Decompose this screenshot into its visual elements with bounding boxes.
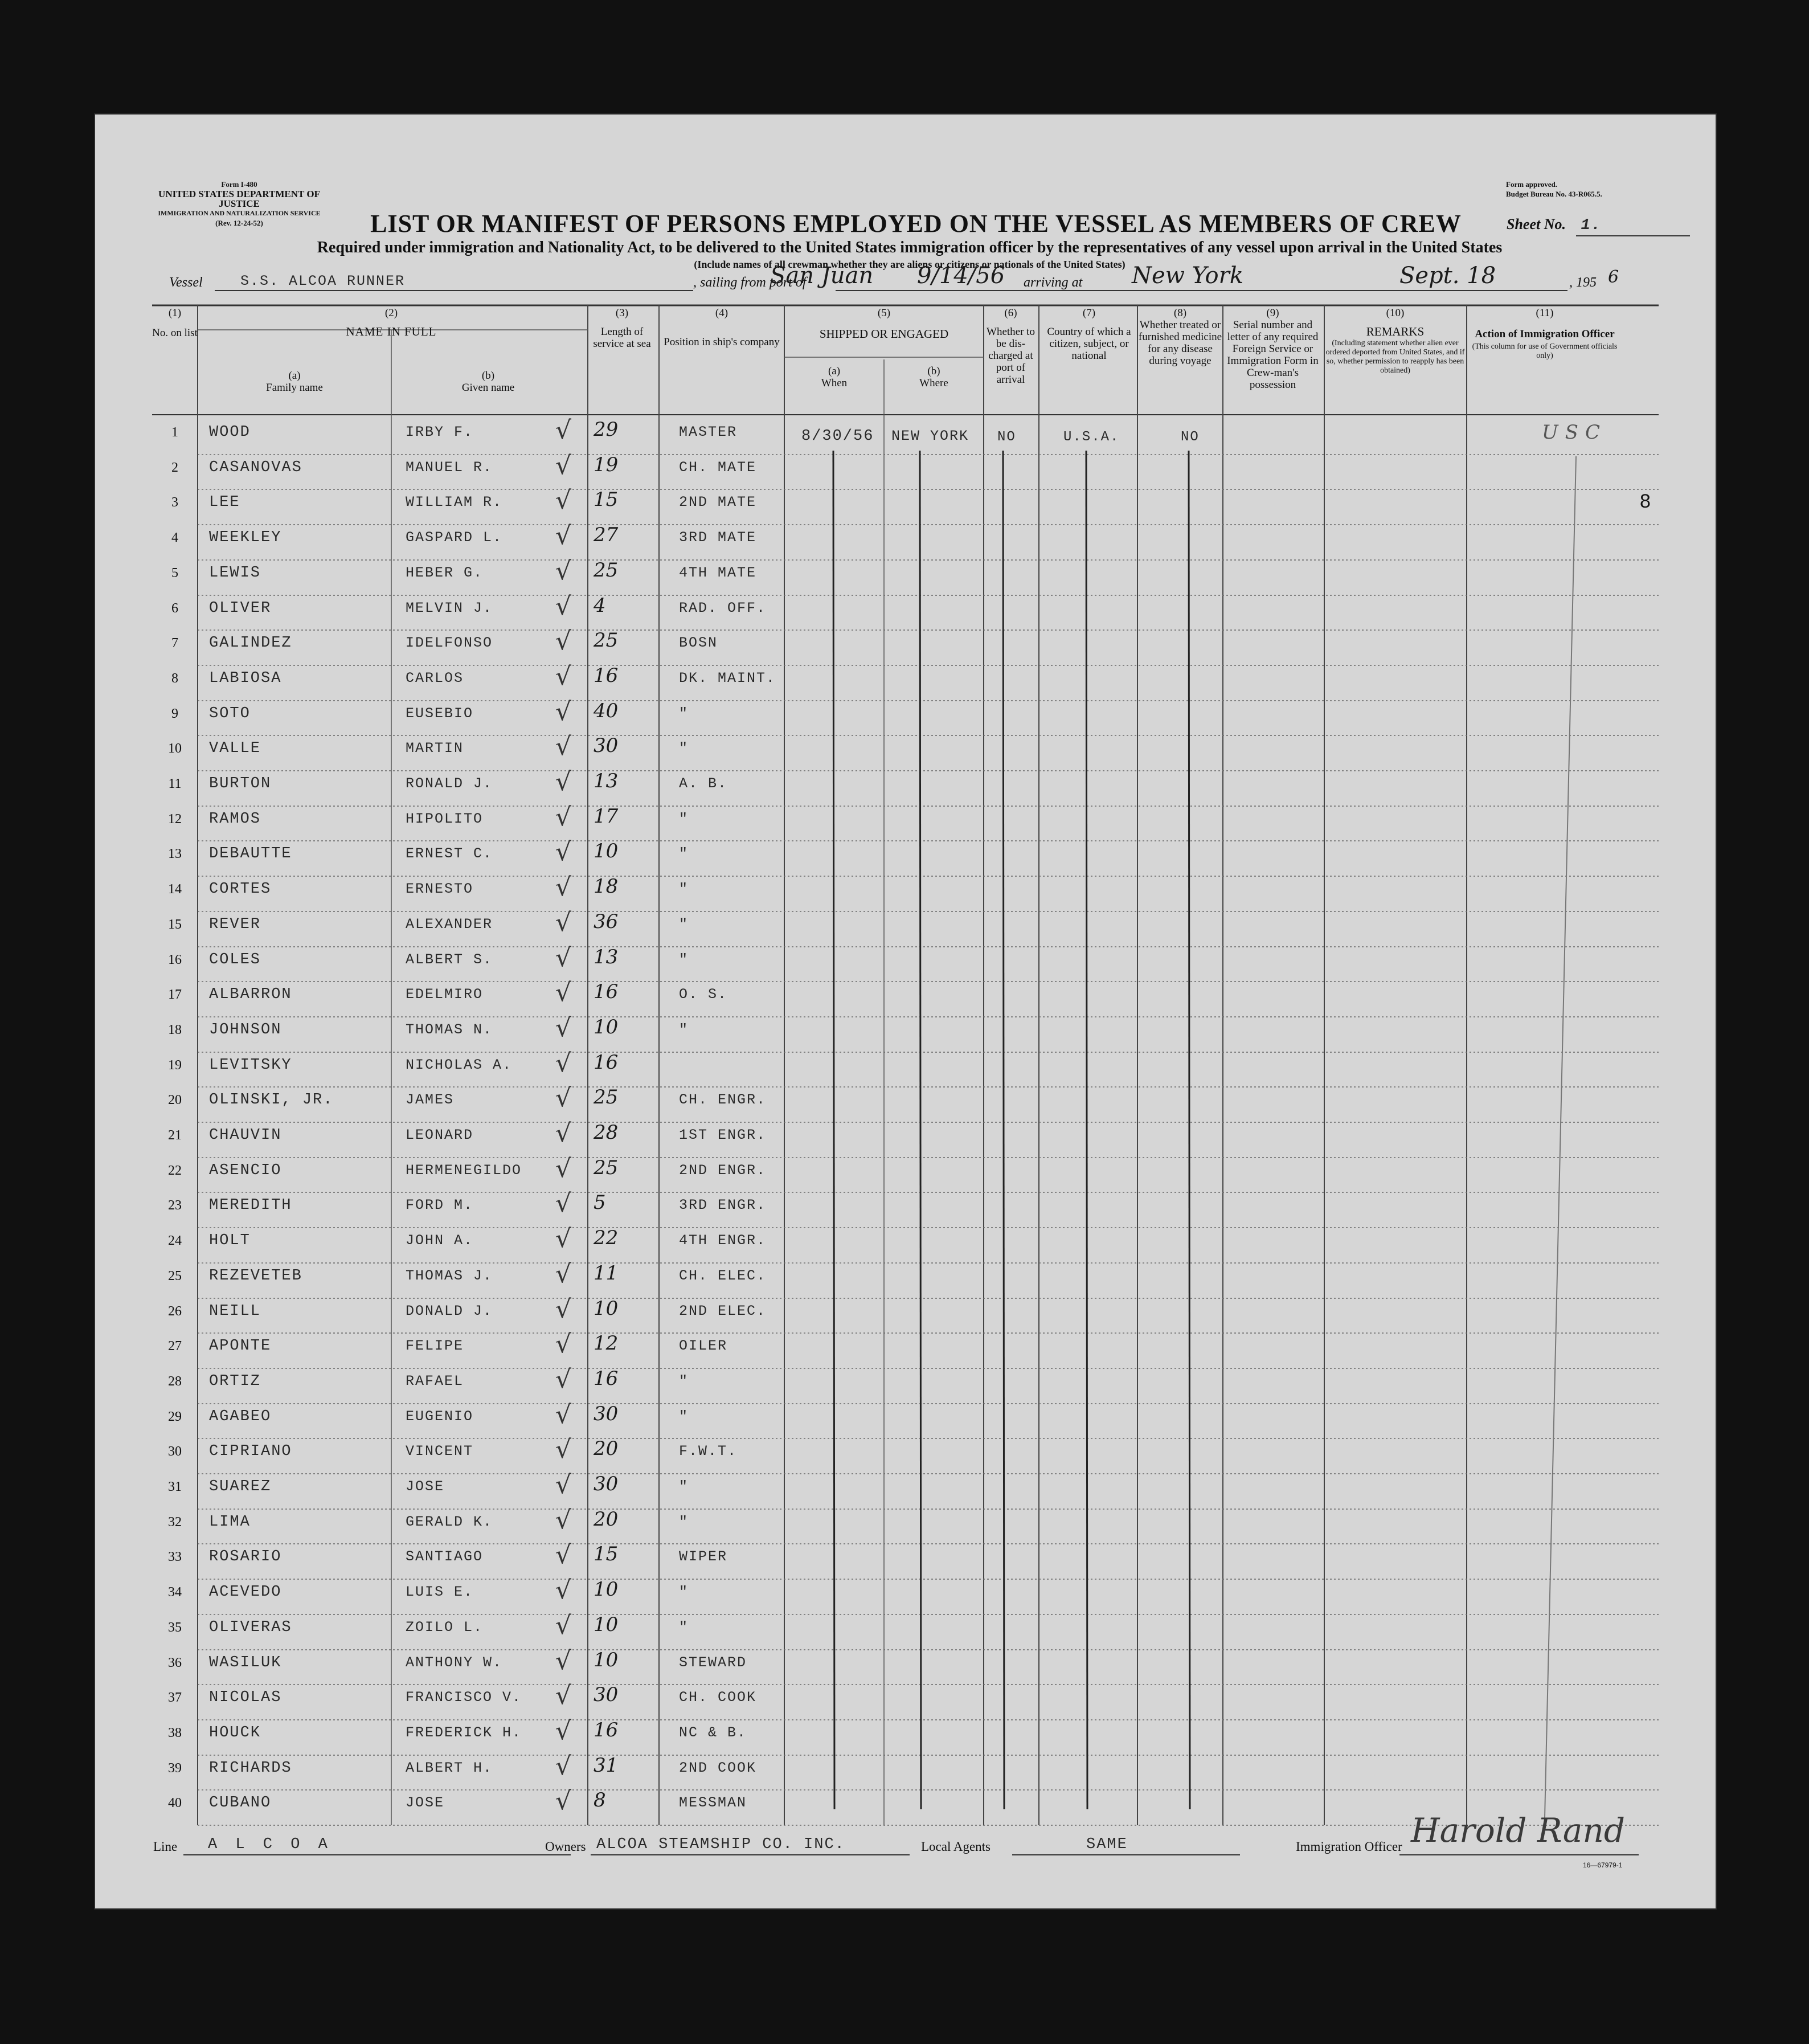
discharged-at-port: NO — [997, 430, 1016, 445]
footer-line — [95, 1811, 1716, 1869]
family-name: MEREDITH — [209, 1197, 292, 1214]
service-years: 10 — [594, 1578, 619, 1601]
row-number: 7 — [171, 636, 178, 651]
position: 2ND MATE — [679, 494, 757, 510]
family-name: LEVITSKY — [209, 1057, 292, 1074]
family-name: REVER — [209, 916, 261, 933]
check-mark-icon: √ — [555, 1540, 572, 1569]
col11-header: (11) Action of Immigration Officer (This column for use of Government officials only) — [1472, 307, 1618, 360]
service-years: 20 — [594, 1437, 619, 1460]
check-mark-icon: √ — [555, 978, 572, 1007]
position: 2ND ELEC. — [679, 1303, 767, 1319]
family-name: LEWIS — [209, 565, 261, 582]
col8-header: (8) Whether treated or furnished medicine for any disease during voyage — [1138, 307, 1222, 367]
position: " — [679, 916, 689, 933]
immigration-action: USC — [1542, 421, 1607, 444]
service-years: 25 — [594, 1156, 619, 1179]
position: RAD. OFF. — [679, 600, 767, 616]
family-name: CASANOVAS — [209, 459, 302, 476]
check-mark-icon: √ — [555, 592, 572, 621]
row-number: 36 — [168, 1655, 182, 1670]
row-number: 5 — [171, 566, 178, 581]
check-mark-icon: √ — [555, 1295, 572, 1324]
service-years: 29 — [594, 418, 619, 441]
given-name: IDELFONSO — [406, 635, 493, 651]
officer-label: Immigration Officer — [1296, 1839, 1402, 1854]
family-name: HOUCK — [209, 1724, 261, 1742]
service-years: 10 — [594, 1649, 619, 1671]
port-of-departure: San Juan — [770, 263, 874, 289]
service-years: 16 — [594, 1051, 619, 1074]
service-years: 36 — [594, 910, 619, 933]
given-name: CARLOS — [406, 670, 464, 686]
given-name: EUGENIO — [406, 1408, 474, 1425]
position: " — [679, 1021, 689, 1038]
ditto-stroke-action — [1545, 456, 1576, 1818]
col5b-header: (b) Where — [919, 365, 948, 389]
given-name: JAMES — [406, 1092, 455, 1108]
row-number: 20 — [168, 1093, 182, 1107]
given-name: HIPOLITO — [406, 811, 484, 827]
family-name: BURTON — [209, 775, 272, 792]
position: " — [679, 1408, 689, 1425]
service-years: 25 — [594, 629, 619, 652]
ditto-stroke-discharged — [1003, 451, 1004, 1809]
row-number: 21 — [168, 1128, 182, 1143]
col6-header: (6) Whether to be dis-charged at port of arrival — [987, 307, 1035, 386]
family-name: HOLT — [209, 1232, 251, 1249]
row-number: 1 — [171, 425, 178, 440]
check-mark-icon: √ — [555, 1435, 572, 1464]
given-name: ZOILO L. — [406, 1619, 484, 1636]
row-number: 11 — [168, 776, 182, 791]
service-years: 30 — [594, 1473, 619, 1495]
position: CH. ENGR. — [679, 1092, 767, 1108]
check-mark-icon: √ — [555, 1189, 572, 1218]
given-name: MARTIN — [406, 740, 464, 757]
family-name: CHAUVIN — [209, 1127, 282, 1144]
service-years: 15 — [594, 1543, 619, 1565]
family-name: VALLE — [209, 740, 261, 757]
row-number: 15 — [168, 917, 182, 932]
service-years: 10 — [594, 840, 619, 862]
family-name: CIPRIANO — [209, 1443, 292, 1460]
family-name: APONTE — [209, 1338, 272, 1355]
given-name: ALBERT H. — [406, 1760, 493, 1776]
given-name: ALEXANDER — [406, 916, 493, 933]
row-number: 22 — [168, 1163, 182, 1178]
row-number: 19 — [168, 1058, 182, 1073]
check-mark-icon: √ — [555, 662, 572, 691]
service-years: 25 — [594, 559, 619, 582]
citizenship-country: U.S.A. — [1063, 430, 1120, 445]
department-name: UNITED STATES DEPARTMENT OF JUSTICE — [158, 189, 320, 209]
officer-signature: Harold Rand — [1411, 1811, 1625, 1850]
given-name: RAFAEL — [406, 1373, 464, 1389]
check-mark-icon: √ — [555, 943, 572, 972]
col2a-header: (a) Family name — [266, 370, 323, 394]
col7-header: (7) Country of which a citizen, subject, or national — [1047, 307, 1131, 362]
service-years: 16 — [594, 664, 619, 687]
check-mark-icon: √ — [555, 1049, 572, 1078]
budget-bureau: Budget Bureau No. 43-R065.5. — [1506, 190, 1602, 198]
row-number: 4 — [171, 530, 178, 545]
check-mark-icon: √ — [555, 732, 572, 761]
row-number: 9 — [171, 706, 178, 721]
row-number: 29 — [168, 1409, 182, 1424]
service-years: 30 — [594, 734, 619, 757]
margin-note: 8 — [1640, 490, 1651, 512]
service-years: 16 — [594, 980, 619, 1003]
family-name: AGABEO — [209, 1408, 272, 1425]
row-number: 2 — [171, 460, 178, 475]
print-code: 16—67979-1 — [1583, 1861, 1623, 1869]
position: " — [679, 1584, 689, 1600]
check-mark-icon: √ — [555, 1330, 572, 1359]
service-years: 10 — [594, 1613, 619, 1636]
row-number: 6 — [171, 601, 178, 616]
service-years: 25 — [594, 1086, 619, 1109]
col2b-header: (b) Given name — [461, 370, 515, 394]
row-number: 12 — [168, 812, 182, 827]
row-number: 8 — [171, 671, 178, 686]
line-label: Line — [153, 1839, 178, 1854]
form-approved: Form approved. — [1506, 180, 1558, 189]
position: NC & B. — [679, 1724, 747, 1741]
position: " — [679, 1514, 689, 1530]
row-number: 26 — [168, 1304, 182, 1319]
service-years: 22 — [594, 1227, 619, 1249]
form-subtitle: Required under immigration and Nationality Act, to be delivered to the United States immigration officer by the representatives of any vessel upon arrival in the United States — [317, 239, 1503, 256]
col10-header: (10) REMARKS (Including statement whether alien ever ordered deported from United States, and if so, whether permission to reapply has been obtained) — [1325, 307, 1465, 375]
position: OILER — [679, 1338, 728, 1354]
given-name: JOSE — [406, 1478, 445, 1495]
position: " — [679, 845, 689, 862]
sheet-label: Sheet No. — [1507, 216, 1566, 232]
given-name: GASPARD L. — [406, 529, 503, 546]
check-mark-icon: √ — [555, 1576, 572, 1605]
check-mark-icon: √ — [555, 1470, 572, 1499]
sailing-label: , sailing from port of — [693, 275, 807, 290]
vessel-label: Vessel — [169, 275, 203, 290]
given-name: EDELMIRO — [406, 986, 484, 1003]
position: O. S. — [679, 986, 728, 1003]
service-years: 18 — [594, 875, 619, 898]
family-name: OLINSKI, JR. — [209, 1092, 334, 1109]
check-mark-icon: √ — [555, 1681, 572, 1710]
row-number: 13 — [168, 847, 182, 861]
service-years: 13 — [594, 770, 619, 792]
check-mark-icon: √ — [555, 1787, 572, 1816]
family-name: SUAREZ — [209, 1478, 272, 1495]
family-name: CUBANO — [209, 1794, 272, 1812]
row-number: 31 — [168, 1479, 182, 1494]
given-name: RONALD J. — [406, 775, 493, 792]
service-years: 15 — [594, 488, 619, 511]
col2-header: (2) NAME IN FULL — [346, 307, 437, 338]
position: BOSN — [679, 635, 718, 651]
check-mark-icon: √ — [555, 1260, 572, 1289]
port-of-arrival: New York — [1132, 263, 1243, 289]
row-number: 18 — [168, 1023, 182, 1037]
col5a-header: (a) When — [821, 365, 848, 389]
year-label: , 195 — [1569, 275, 1597, 290]
ditto-stroke-when — [833, 451, 834, 1809]
treated-during-voyage: NO — [1181, 430, 1200, 445]
service-years: 40 — [594, 700, 619, 722]
service-name: IMMIGRATION AND NATURALIZATION SERVICE — [158, 209, 321, 217]
position: WIPER — [679, 1548, 728, 1565]
family-name: WASILUK — [209, 1654, 282, 1671]
agents-label: Local Agents — [921, 1839, 991, 1854]
family-name: WEEKLEY — [209, 529, 282, 546]
service-years: 12 — [594, 1332, 619, 1355]
check-mark-icon: √ — [555, 1611, 572, 1640]
arriving-label: arriving at — [1024, 275, 1083, 290]
family-name: CORTES — [209, 881, 272, 898]
family-name: WOOD — [209, 424, 251, 441]
arrival-date: Sept. 18 — [1399, 263, 1496, 289]
given-name: THOMAS J. — [406, 1268, 493, 1284]
check-mark-icon: √ — [555, 1365, 572, 1394]
row-number: 40 — [168, 1796, 182, 1810]
check-mark-icon: √ — [555, 767, 572, 796]
service-years: 11 — [594, 1262, 619, 1285]
check-mark-icon: √ — [555, 627, 572, 656]
position: 3RD ENGR. — [679, 1197, 767, 1213]
col1-header: (1) No. on list — [152, 307, 198, 339]
row-number: 33 — [168, 1550, 182, 1564]
service-years: 10 — [594, 1016, 619, 1039]
revision-date: (Rev. 12-24-52) — [215, 219, 263, 227]
given-name: FRANCISCO V. — [406, 1689, 522, 1706]
row-number: 27 — [168, 1339, 182, 1354]
family-name: JOHNSON — [209, 1021, 282, 1039]
given-name: FREDERICK H. — [406, 1724, 522, 1741]
row-number: 39 — [168, 1761, 182, 1776]
family-name: NEILL — [209, 1303, 261, 1320]
position: " — [679, 951, 689, 968]
manifest-sheet — [95, 115, 1716, 1908]
ditto-stroke-country — [1086, 451, 1087, 1809]
row-number: 35 — [168, 1620, 182, 1635]
check-mark-icon: √ — [555, 1154, 572, 1183]
ditto-stroke-treated — [1189, 451, 1190, 1809]
given-name: SANTIAGO — [406, 1548, 484, 1565]
shipped-when: 8/30/56 — [801, 428, 874, 445]
check-mark-icon: √ — [555, 1506, 572, 1535]
given-name: NICHOLAS A. — [406, 1057, 513, 1073]
given-name: HERMENEGILDO — [406, 1162, 522, 1179]
position: CH. MATE — [679, 459, 757, 476]
position: 1ST ENGR. — [679, 1127, 767, 1143]
check-mark-icon: √ — [555, 1224, 572, 1253]
service-years: 30 — [594, 1403, 619, 1425]
given-name: DONALD J. — [406, 1303, 493, 1319]
row-number: 14 — [168, 882, 182, 897]
check-mark-icon: √ — [555, 416, 572, 445]
check-mark-icon: √ — [555, 1013, 572, 1043]
row-number: 24 — [168, 1233, 182, 1248]
row-number: 28 — [168, 1374, 182, 1389]
check-mark-icon: √ — [555, 1084, 572, 1113]
given-name: MANUEL R. — [406, 459, 493, 476]
position: " — [679, 811, 689, 827]
date-sailed: 9/14/56 — [917, 263, 1005, 289]
given-name: JOSE — [406, 1794, 445, 1811]
given-name: LEONARD — [406, 1127, 474, 1143]
position: DK. MAINT. — [679, 670, 776, 686]
family-name: NICOLAS — [209, 1689, 282, 1706]
family-name: ROSARIO — [209, 1548, 282, 1565]
family-name: LABIOSA — [209, 670, 282, 687]
position: " — [679, 1478, 689, 1495]
family-name: RICHARDS — [209, 1760, 292, 1777]
row-number: 17 — [168, 987, 182, 1002]
check-mark-icon: √ — [555, 697, 572, 726]
service-years: 19 — [594, 453, 619, 476]
check-mark-icon: √ — [555, 873, 572, 902]
given-name: JOHN A. — [406, 1232, 474, 1249]
service-years: 27 — [594, 524, 619, 546]
position: " — [679, 1373, 689, 1389]
form-title: LIST OR MANIFEST OF PERSONS EMPLOYED ON THE VESSEL AS MEMBERS OF CREW — [370, 210, 1462, 238]
ditto-stroke-where — [920, 451, 921, 1809]
owners-label: Owners — [545, 1839, 586, 1854]
given-name: ALBERT S. — [406, 951, 493, 968]
family-name: GALINDEZ — [209, 635, 292, 652]
check-mark-icon: √ — [555, 1646, 572, 1675]
row-number: 30 — [168, 1444, 182, 1459]
position: MASTER — [679, 424, 738, 440]
row-number: 3 — [171, 495, 178, 510]
col9-header: (9) Serial number and letter of any required Foreign Service or Immigration Form in Crew-man's possession — [1227, 307, 1319, 391]
position: " — [679, 881, 689, 897]
family-name: DEBAUTTE — [209, 845, 292, 862]
position: " — [679, 740, 689, 757]
check-mark-icon: √ — [555, 1119, 572, 1148]
col4-header: (4) Position in ship's company — [664, 307, 780, 348]
shipped-where: NEW YORK — [891, 428, 969, 444]
row-number: 32 — [168, 1515, 182, 1530]
owners-name: ALCOA STEAMSHIP CO. INC. — [596, 1836, 845, 1853]
check-mark-icon: √ — [555, 908, 572, 937]
service-years: 8 — [594, 1789, 606, 1812]
form-number: Form I-480 — [221, 180, 257, 189]
given-name: FELIPE — [406, 1338, 464, 1354]
given-name: IRBY F. — [406, 424, 474, 440]
given-name: VINCENT — [406, 1443, 474, 1460]
position: 4TH ENGR. — [679, 1232, 767, 1249]
family-name: ASENCIO — [209, 1162, 282, 1179]
given-name: MELVIN J. — [406, 600, 493, 616]
include-note: (Include names of all crewman whether they are aliens or citizens or nationals of the United States) — [694, 259, 1125, 270]
service-years: 17 — [594, 805, 619, 828]
col3-header: (3) Length of service at sea — [593, 307, 651, 350]
family-name: REZEVETEB — [209, 1268, 302, 1285]
check-mark-icon: √ — [555, 803, 572, 832]
position: CH. COOK — [679, 1689, 757, 1706]
position: 2ND COOK — [679, 1760, 757, 1776]
year-digit: 6 — [1608, 267, 1619, 287]
position: " — [679, 705, 689, 722]
service-years: 16 — [594, 1367, 619, 1390]
position: F.W.T. — [679, 1443, 738, 1460]
family-name: ORTIZ — [209, 1373, 261, 1390]
service-years: 20 — [594, 1508, 619, 1531]
given-name: ERNESTO — [406, 881, 474, 897]
service-years: 28 — [594, 1121, 619, 1144]
family-name: OLIVERAS — [209, 1619, 292, 1636]
service-years: 30 — [594, 1683, 619, 1706]
family-name: ALBARRON — [209, 986, 292, 1003]
service-years: 13 — [594, 946, 619, 968]
given-name: HEBER G. — [406, 565, 484, 581]
service-years: 5 — [594, 1191, 606, 1214]
position: STEWARD — [679, 1654, 747, 1671]
check-mark-icon: √ — [555, 1400, 572, 1429]
agents-name: SAME — [1086, 1836, 1128, 1853]
row-number: 10 — [168, 741, 182, 756]
position: 3RD MATE — [679, 529, 757, 546]
vessel-name: S.S. ALCOA RUNNER — [240, 273, 406, 289]
family-name: SOTO — [209, 705, 251, 722]
row-number: 34 — [168, 1585, 182, 1600]
position: 4TH MATE — [679, 565, 757, 581]
position: MESSMAN — [679, 1794, 747, 1811]
row-number: 16 — [168, 952, 182, 967]
check-mark-icon: √ — [555, 1752, 572, 1781]
position: A. B. — [679, 775, 728, 792]
family-name: OLIVER — [209, 600, 272, 617]
position: " — [679, 1619, 689, 1636]
row-number: 23 — [168, 1198, 182, 1213]
line-name: A L C O A — [208, 1836, 332, 1853]
position: CH. ELEC. — [679, 1268, 767, 1284]
check-mark-icon: √ — [555, 521, 572, 550]
col5-header: (5) SHIPPED OR ENGAGED — [819, 307, 949, 341]
row-number: 25 — [168, 1269, 182, 1283]
given-name: ERNEST C. — [406, 845, 493, 862]
given-name: GERALD K. — [406, 1514, 493, 1530]
family-name: COLES — [209, 951, 261, 968]
family-name: LEE — [209, 494, 240, 511]
service-years: 10 — [594, 1297, 619, 1320]
check-mark-icon: √ — [555, 837, 572, 866]
given-name: LUIS E. — [406, 1584, 474, 1600]
service-years: 16 — [594, 1719, 619, 1742]
family-name: ACEVEDO — [209, 1584, 282, 1601]
check-mark-icon: √ — [555, 557, 572, 586]
given-name: FORD M. — [406, 1197, 474, 1213]
position: 2ND ENGR. — [679, 1162, 767, 1179]
row-number: 37 — [168, 1690, 182, 1705]
row-number: 38 — [168, 1726, 182, 1740]
family-name: RAMOS — [209, 811, 261, 828]
sheet-number: 1. — [1581, 217, 1602, 234]
check-mark-icon: √ — [555, 486, 572, 515]
given-name: THOMAS N. — [406, 1021, 493, 1038]
check-mark-icon: √ — [555, 451, 572, 480]
given-name: WILLIAM R. — [406, 494, 503, 510]
family-name: LIMA — [209, 1514, 251, 1531]
check-mark-icon: √ — [555, 1716, 572, 1745]
service-years: 31 — [594, 1754, 619, 1777]
given-name: EUSEBIO — [406, 705, 474, 722]
service-years: 4 — [594, 594, 606, 617]
given-name: ANTHONY W. — [406, 1654, 503, 1671]
